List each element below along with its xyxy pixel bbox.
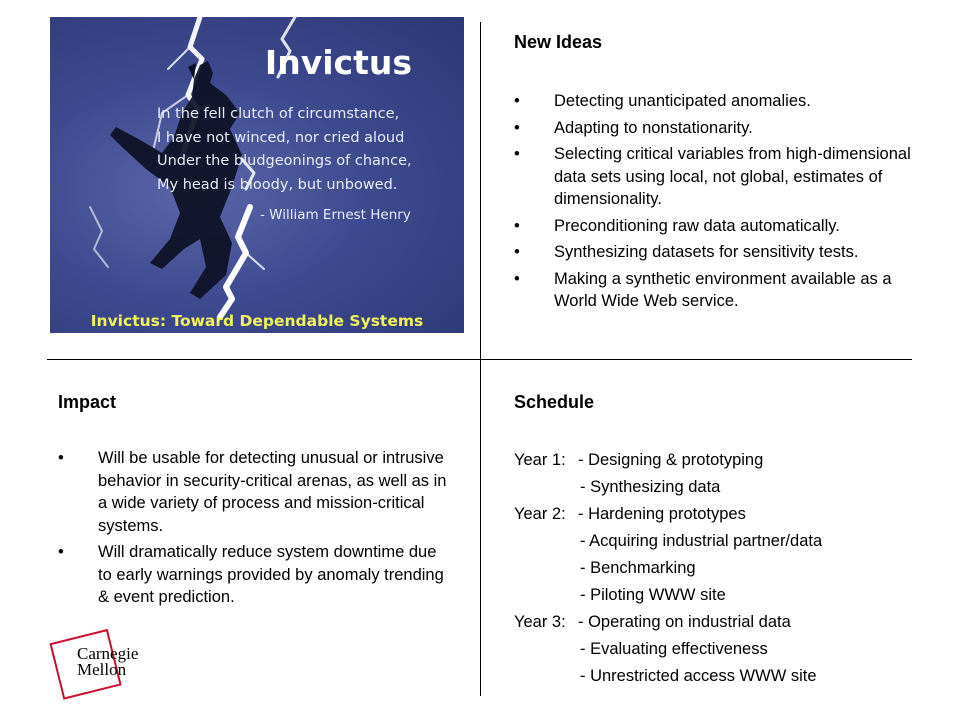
new-ideas-list (514, 90, 914, 317)
bullet-icon: • (514, 145, 520, 163)
list-item: • Selecting critical variables from high-dimensional data sets using local, not global, estimates of dimensionality. (514, 145, 911, 208)
invictus-poster (50, 17, 464, 333)
schedule-item: - Operating on industrial data (578, 613, 791, 631)
poem-line: My head is bloody, but unbowed. (157, 176, 398, 193)
bullet-icon: • (514, 216, 520, 235)
bullet-icon: • (514, 118, 520, 137)
list-item: • Making a synthetic environment available as a World Wide Web service. (514, 269, 892, 310)
schedule-item: - Acquiring industrial partner/data (580, 532, 823, 550)
schedule-item: - Hardening prototypes (578, 505, 746, 523)
list-item: • Synthesizing datasets for sensitivity tests. (514, 241, 914, 264)
schedule-item: - Piloting WWW site (580, 586, 726, 604)
impact-heading: Impact (58, 392, 117, 412)
bullet-icon: • (58, 543, 64, 561)
logo-text-carnegie: Carnegie (77, 644, 139, 663)
schedule-item: - Benchmarking (580, 559, 696, 577)
new-ideas-heading: New Ideas (514, 32, 603, 52)
poster-title: Invictus (264, 43, 412, 82)
poster-caption: Invictus: Toward Dependable Systems (90, 312, 424, 330)
horizontal-divider (47, 359, 912, 360)
logo-text-mellon: Mellon (77, 660, 127, 679)
poem-line: In the fell clutch of circumstance, (157, 106, 400, 122)
bullet-icon: • (58, 449, 64, 467)
schedule-item: - Designing & prototyping (578, 451, 764, 469)
bullet-icon: • (514, 269, 520, 288)
bullet-icon: • (514, 92, 520, 110)
poem-text (157, 103, 412, 197)
schedule-year: Year 1: (514, 451, 566, 469)
logo-mark (45, 626, 175, 706)
poem-line: I have not winced, nor cried aloud (157, 129, 405, 146)
carnegie-mellon-logo (45, 626, 175, 706)
schedule-heading: Schedule (514, 392, 595, 412)
bullet-icon: • (514, 243, 520, 261)
list-item: • Preconditioning raw data automatically. (514, 215, 914, 238)
list-item: • Detecting unanticipated anomalies. (514, 90, 914, 113)
impact-list (58, 447, 454, 613)
poem-author: - William Ernest Henry (260, 207, 411, 223)
schedule-item: - Evaluating effectiveness (580, 640, 768, 658)
schedule-year: Year 3: (514, 613, 566, 631)
list-item: • Will be usable for detecting unusual or intrusive behavior in security-critical arenas, as well as in a wide variety of process and mission-critical systems. (58, 449, 447, 535)
list-item: • Will dramatically reduce system downtime due to early warnings provided by anomaly trending & event prediction. (58, 543, 444, 606)
poem-line: Under the bludgeonings of chance, (157, 153, 412, 169)
schedule-year: Year 2: (514, 505, 566, 523)
schedule-item: - Synthesizing data (580, 478, 721, 496)
list-item: • Adapting to nonstationarity. (514, 117, 914, 140)
schedule-item: - Unrestricted access WWW site (580, 667, 817, 685)
